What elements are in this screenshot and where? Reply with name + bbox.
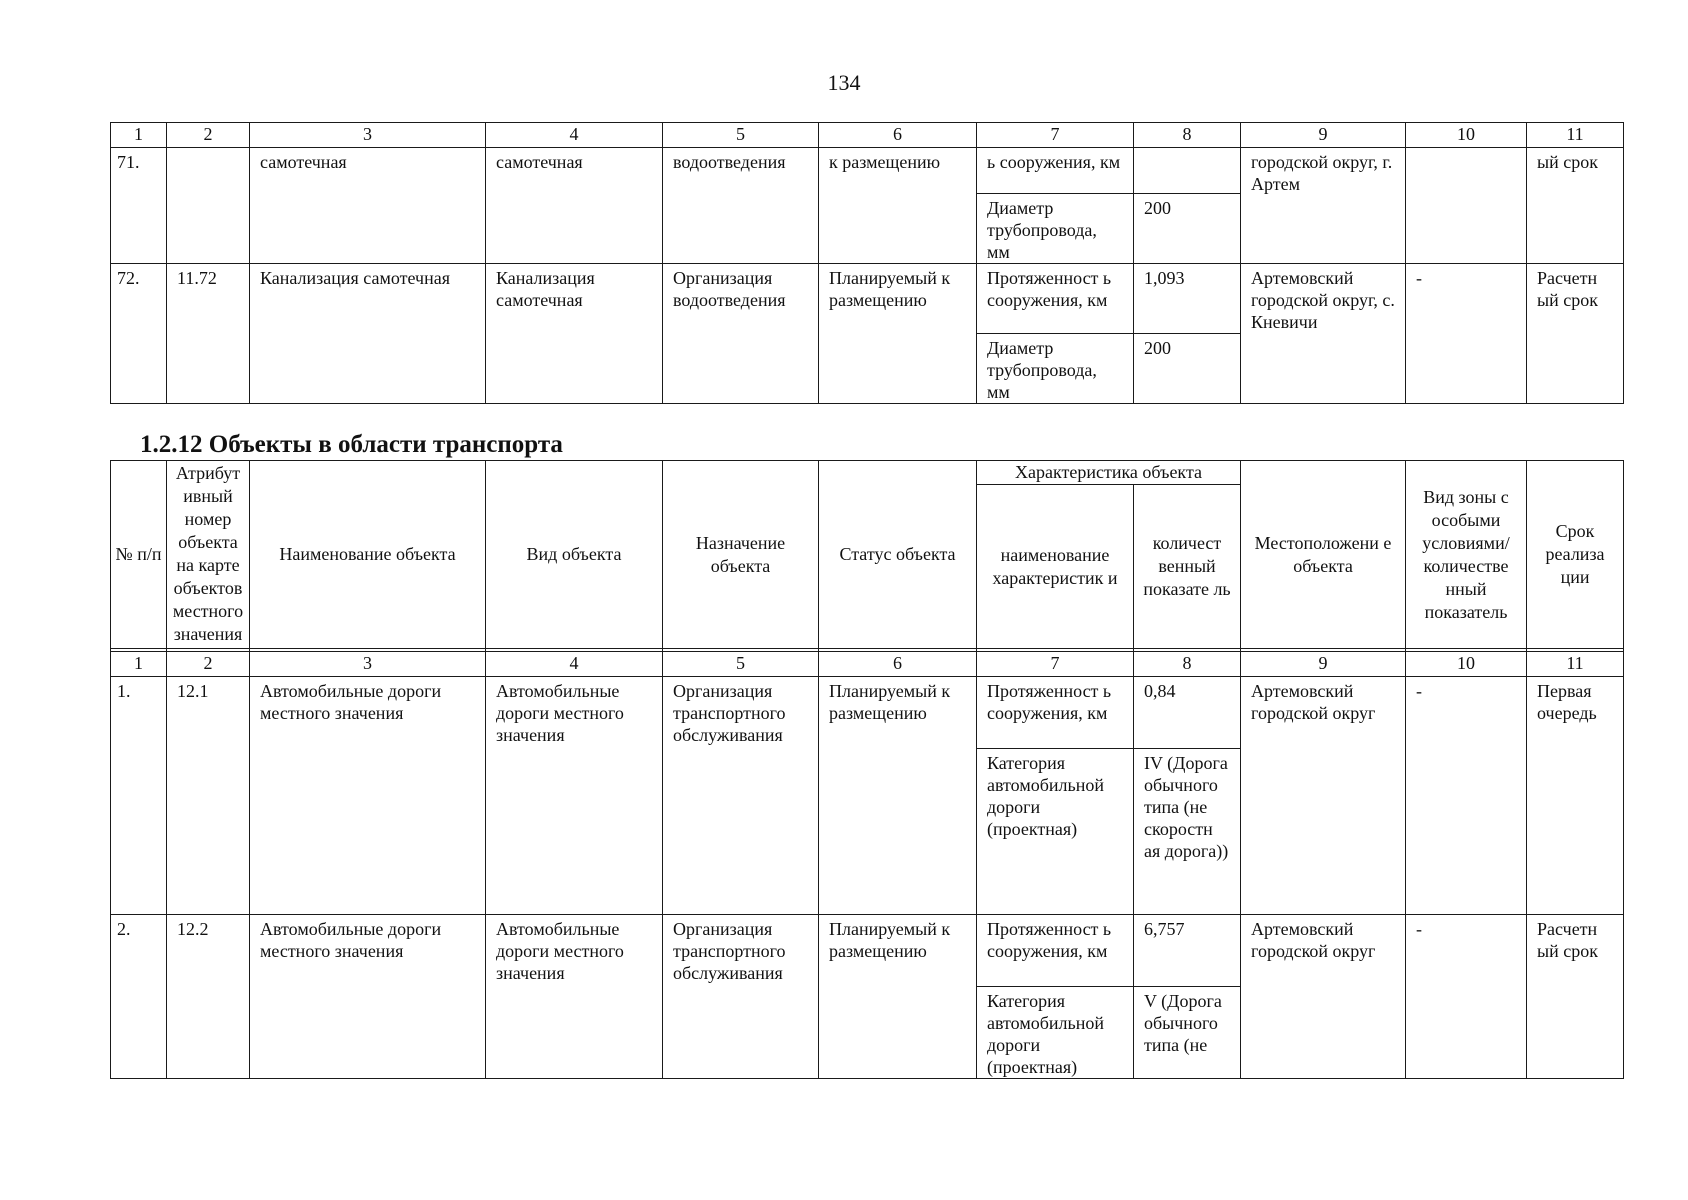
- header-object-purpose: Назначение объекта: [663, 461, 819, 649]
- table-row: [111, 915, 1624, 987]
- object-name-cell: самотечная: [250, 148, 486, 264]
- column-number: 3: [250, 652, 486, 677]
- column-number: 10: [1406, 652, 1527, 677]
- zone-cell: -: [1406, 677, 1527, 915]
- object-status-cell: Планируемый к размещению: [819, 677, 977, 915]
- header-characteristic: Характеристика объекта: [977, 461, 1241, 485]
- header-object-type: Вид объекта: [486, 461, 663, 649]
- object-type-cell: самотечная: [486, 148, 663, 264]
- column-number-row: [111, 652, 1624, 677]
- section-heading: 1.2.12 Объекты в области транспорта: [140, 431, 563, 458]
- column-number: 3: [250, 123, 486, 148]
- column-number: 4: [486, 652, 663, 677]
- header-object-name: Наименование объекта: [250, 461, 486, 649]
- water-disposal-table: [110, 122, 1624, 404]
- table-row: [111, 264, 1624, 334]
- characteristic-name-cell: Диаметр трубопровода, мм: [977, 194, 1134, 264]
- zone-cell: -: [1406, 264, 1527, 404]
- characteristic-name-cell: Протяженност ь сооружения, км: [977, 677, 1134, 749]
- attribute-number-cell: 12.1: [167, 677, 250, 915]
- page-number: 134: [827, 70, 861, 95]
- column-number: 11: [1527, 652, 1624, 677]
- header-attribute-number: Атрибут ивный номер объекта на карте объектов местного значения: [167, 461, 250, 649]
- column-number: 7: [977, 123, 1134, 148]
- column-number: 11: [1527, 123, 1624, 148]
- table-row: [111, 148, 1624, 194]
- characteristic-name-cell: Диаметр трубопровода, мм: [977, 334, 1134, 404]
- term-cell: Расчетн ый срок: [1527, 915, 1624, 1079]
- object-purpose-cell: водоотведения: [663, 148, 819, 264]
- row-number-cell: 2.: [111, 915, 167, 1079]
- column-number-row: [111, 123, 1624, 148]
- row-number-cell: 72.: [111, 264, 167, 404]
- object-type-cell: Канализация самотечная: [486, 264, 663, 404]
- column-number: 5: [663, 123, 819, 148]
- object-purpose-cell: Организация транспортного обслуживания: [663, 677, 819, 915]
- characteristic-value-cell: 1,093: [1134, 264, 1241, 334]
- transport-objects-table: [110, 460, 1624, 1079]
- characteristic-name-cell: Категория автомобильной дороги (проектная): [977, 987, 1134, 1079]
- column-number: 9: [1241, 652, 1406, 677]
- object-name-cell: Автомобильные дороги местного значения: [250, 915, 486, 1079]
- table-row: [111, 677, 1624, 749]
- characteristic-value-cell: 200: [1134, 194, 1241, 264]
- column-number: 7: [977, 652, 1134, 677]
- header-no: № п/п: [111, 461, 167, 649]
- attribute-number-cell: [167, 148, 250, 264]
- characteristic-name-cell: Протяженност ь сооружения, км: [977, 264, 1134, 334]
- term-cell: ый срок: [1527, 148, 1624, 264]
- zone-cell: -: [1406, 915, 1527, 1079]
- characteristic-name-cell: Категория автомобильной дороги (проектная): [977, 749, 1134, 915]
- characteristic-name-cell: Протяженност ь сооружения, км: [977, 915, 1134, 987]
- column-number: 2: [167, 123, 250, 148]
- header-characteristic-value: количест венный показате ль: [1134, 485, 1241, 649]
- location-cell: Артемовский городской округ, с. Кневичи: [1241, 264, 1406, 404]
- column-number: 6: [819, 652, 977, 677]
- characteristic-value-cell: 200: [1134, 334, 1241, 404]
- location-cell: городской округ, г. Артем: [1241, 148, 1406, 264]
- column-number: 2: [167, 652, 250, 677]
- column-number: 9: [1241, 123, 1406, 148]
- header-location: Местоположени е объекта: [1241, 461, 1406, 649]
- header-characteristic-name: наименование характеристик и: [977, 485, 1134, 649]
- column-number: 5: [663, 652, 819, 677]
- term-cell: Первая очередь: [1527, 677, 1624, 915]
- object-status-cell: Планируемый к размещению: [819, 264, 977, 404]
- column-number: 1: [111, 123, 167, 148]
- column-number: 1: [111, 652, 167, 677]
- header-row: [111, 461, 1624, 485]
- header-term: Срок реализа ции: [1527, 461, 1624, 649]
- row-number-cell: 1.: [111, 677, 167, 915]
- column-number: 10: [1406, 123, 1527, 148]
- column-number: 8: [1134, 123, 1241, 148]
- object-purpose-cell: Организация транспортного обслуживания: [663, 915, 819, 1079]
- column-number: 8: [1134, 652, 1241, 677]
- characteristic-value-cell: V (Дорога обычного типа (не: [1134, 987, 1241, 1079]
- location-cell: Артемовский городской округ: [1241, 677, 1406, 915]
- characteristic-value-cell: IV (Дорога обычного типа (не скоростн ая дорога)): [1134, 749, 1241, 915]
- characteristic-value-cell: [1134, 148, 1241, 194]
- characteristic-value-cell: 0,84: [1134, 677, 1241, 749]
- object-name-cell: Канализация самотечная: [250, 264, 486, 404]
- header-zone: Вид зоны с особыми условиями/ количестве нный показатель: [1406, 461, 1527, 649]
- object-name-cell: Автомобильные дороги местного значения: [250, 677, 486, 915]
- object-type-cell: Автомобильные дороги местного значения: [486, 915, 663, 1079]
- characteristic-name-cell: ь сооружения, км: [977, 148, 1134, 194]
- location-cell: Артемовский городской округ: [1241, 915, 1406, 1079]
- row-number-cell: 71.: [111, 148, 167, 264]
- column-number: 6: [819, 123, 977, 148]
- column-number: 4: [486, 123, 663, 148]
- object-type-cell: Автомобильные дороги местного значения: [486, 677, 663, 915]
- object-purpose-cell: Организация водоотведения: [663, 264, 819, 404]
- attribute-number-cell: 11.72: [167, 264, 250, 404]
- term-cell: Расчетн ый срок: [1527, 264, 1624, 404]
- object-status-cell: Планируемый к размещению: [819, 915, 977, 1079]
- attribute-number-cell: 12.2: [167, 915, 250, 1079]
- header-object-status: Статус объекта: [819, 461, 977, 649]
- zone-cell: [1406, 148, 1527, 264]
- object-status-cell: к размещению: [819, 148, 977, 264]
- characteristic-value-cell: 6,757: [1134, 915, 1241, 987]
